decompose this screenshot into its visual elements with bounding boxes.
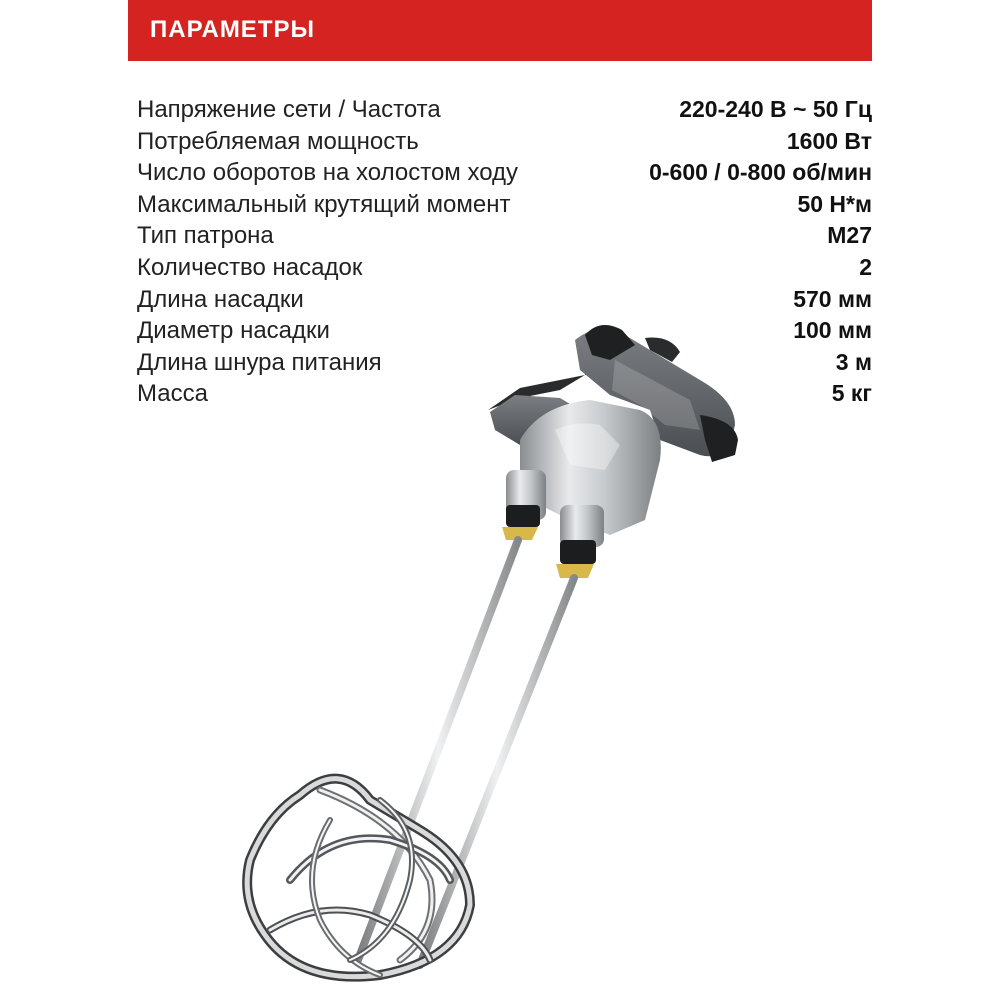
spec-value: 1600 Вт — [786, 127, 872, 154]
mixing-paddles — [247, 779, 470, 977]
spec-label: Потребляемая мощность — [137, 127, 419, 155]
spec-row — [137, 315, 872, 347]
spec-label: Длина насадки — [137, 285, 304, 313]
spec-row — [137, 157, 872, 189]
spec-value: 3 м — [835, 348, 872, 375]
spec-label: Максимальный крутящий момент — [137, 190, 511, 218]
spec-value: 100 мм — [793, 317, 872, 344]
spec-value: 5 кг — [831, 380, 872, 407]
spec-value: 570 мм — [793, 285, 872, 312]
spec-row — [137, 378, 872, 410]
spec-row — [137, 220, 872, 252]
spec-value: М27 — [827, 222, 872, 249]
spec-label: Диаметр насадки — [137, 317, 330, 345]
spec-label: Напряжение сети / Частота — [137, 96, 441, 123]
spec-value: 50 Н*м — [797, 190, 872, 217]
spec-label: Тип патрона — [137, 222, 274, 250]
spec-row — [137, 126, 872, 158]
spec-label: Длина шнура питания — [137, 348, 382, 376]
spec-row — [137, 284, 872, 316]
spec-row — [137, 252, 872, 284]
spec-row — [137, 347, 872, 379]
page-title: ПАРАМЕТРЫ — [150, 16, 315, 43]
specs-table — [137, 94, 872, 410]
spec-row — [137, 94, 872, 126]
spec-label: Количество насадок — [137, 253, 363, 281]
spec-row — [137, 189, 872, 221]
spec-label: Масса — [137, 380, 208, 408]
spec-value: 220-240 В ~ 50 Гц — [679, 96, 872, 122]
spec-value: 0-600 / 0-800 об/мин — [649, 159, 872, 186]
spec-value: 2 — [859, 253, 872, 280]
spec-label: Число оборотов на холостом ходу — [137, 159, 519, 187]
